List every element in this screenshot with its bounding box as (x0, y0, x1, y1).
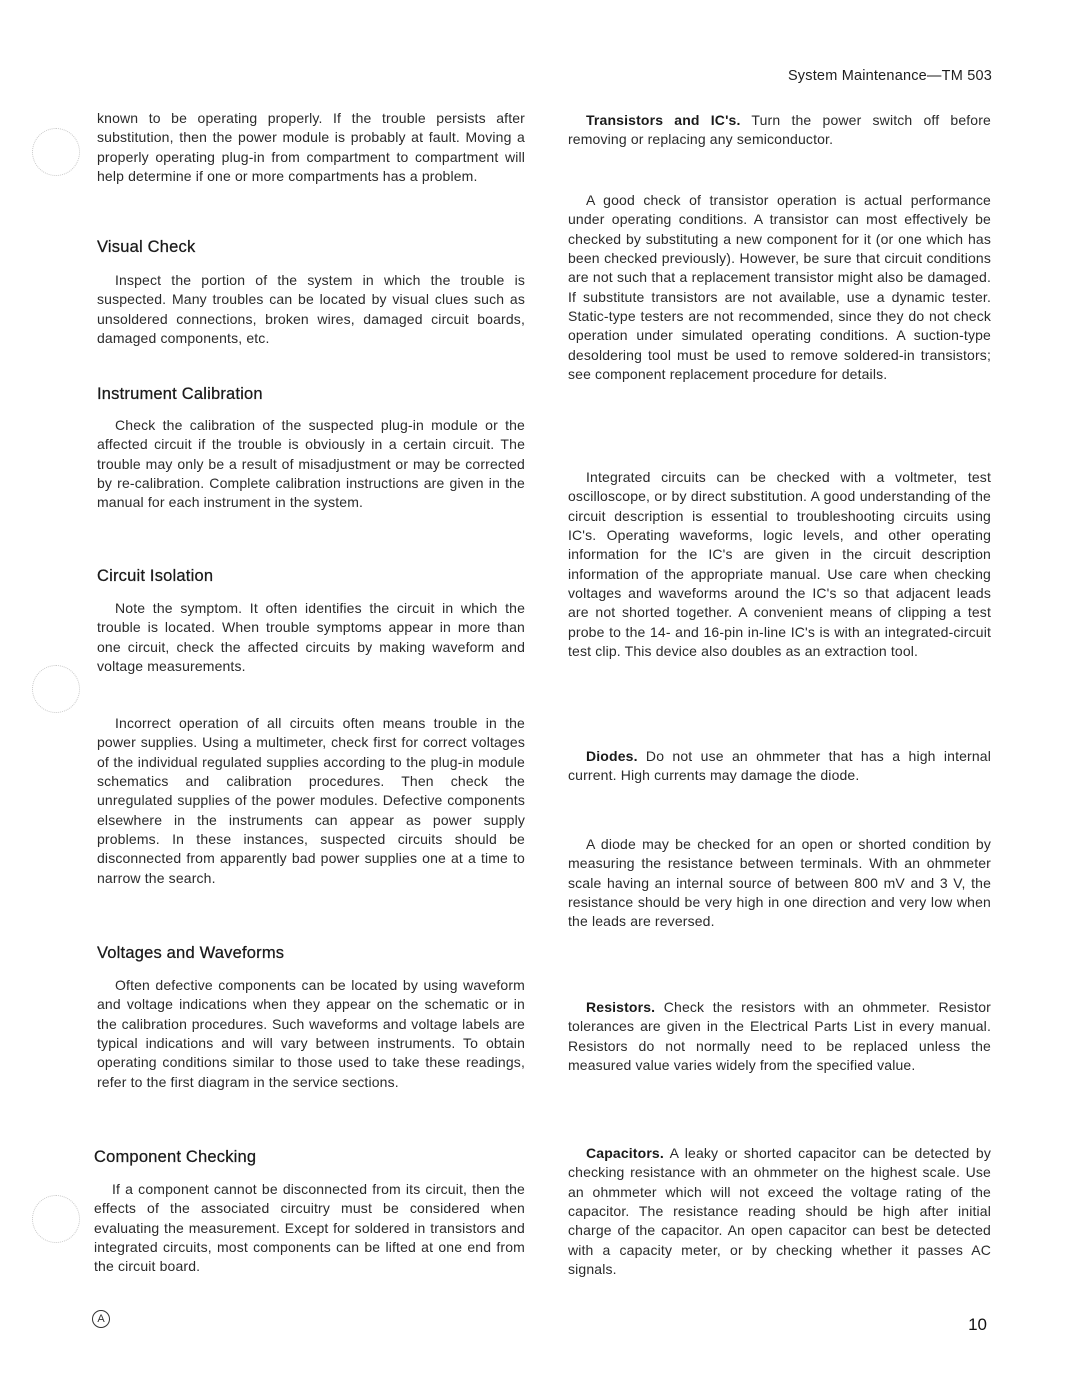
run-in-heading-resistors: Resistors. (586, 999, 656, 1015)
run-in-heading-transistors: Transistors and IC's. (586, 112, 741, 128)
intro-paragraph: known to be operating properly. If the trouble persists after substitution, then the power module is probably at fault. Moving a properly operating plug-in from compartment to compartment will help determine if one or more compartments has a problem. (97, 110, 525, 185)
voltages-waveforms-paragraph: Often defective components can be located by using waveform and voltage indications when they appear on the schematic or in the calibration procedures. Such waveforms and voltage labels are typical indications and will vary between instruments. To obtain operating conditions similar to those used to take these readings, refer to the first diagram in the service sections. (97, 977, 525, 1090)
visual-check-paragraph: Inspect the portion of the system in which the trouble is suspected. Many troubles can be located by visual clues such as unsoldered connections, broken wires, damaged circuit boards, damaged components, etc. (97, 272, 525, 347)
capacitors-paragraph: Capacitors. A leaky or shorted capacitor can be detected by checking resistance with an ohmmeter on the highest scale. Use an ohmmeter which will not exceed the voltage rating of the capacitor. The resistance reading should be high after initial charge of the capacitor. An open capacitor can best be detected with a capacity meter, or by checking whether it passes AC signals. (568, 1145, 991, 1278)
heading-visual-check: Visual Check (97, 238, 196, 256)
circuit-isolation-paragraph-2: Incorrect operation of all circuits often means trouble in the power supplies. Using a multimeter, check first for correct voltages of the individual regulated supplies according to the plug-in module schematics and calibration procedures. Then check the unregulated supplies of the power modules. Defective components elsewhere in the instruments can appear as power supply problems. In these instances, suspected circuits should be disconnected from apparently bad power supplies one at a time to narrow the search. (97, 715, 525, 886)
resistors-paragraph: Resistors. Check the resistors with an ohmmeter. Resistor tolerances are given in the Electrical Parts List in every manual. Resistors do not normally need to be replaced unless the measured value varies widely from the specified value. (568, 999, 991, 1074)
integrated-circuits-paragraph: Integrated circuits can be checked with a voltmeter, test oscilloscope, or by direct substitution. A good understanding of the circuit description is essential to troubleshooting circuits using IC's. Operating waveforms, logic levels, and other operating information for the IC's are given in the circuit description information of the appropriate manual. Use care when checking voltages and waveforms around the IC's so that adjacent leads are not shorted together. A convenient means of clipping a test probe to the 14- and 16-pin in-line IC's is with an integrated-circuit test clip. This device also doubles as an extraction tool. (568, 469, 991, 660)
heading-instrument-calibration: Instrument Calibration (97, 385, 263, 403)
transistors-ics-paragraph: Transistors and IC's. Turn the power switch off before removing or replacing any semiconductor. (568, 112, 991, 148)
punch-hole-mark (32, 1195, 80, 1243)
run-in-heading-diodes: Diodes. (586, 748, 638, 764)
heading-voltages-and-waveforms: Voltages and Waveforms (97, 944, 285, 962)
revision-circle-icon: A (92, 1310, 110, 1328)
running-header: System Maintenance—TM 503 (787, 68, 992, 84)
diodes-paragraph: Diodes. Do not use an ohmmeter that has a high internal current. High currents may damage the diode. (568, 748, 991, 784)
transistor-check-paragraph: A good check of transistor operation is actual performance under operating conditions. A transistor can most effectively be checked by substituting a new component for it (or one which has been checked previously). However, be sure that circuit conditions are not such that a replacement transistor might also be damaged. If substitute transistors are not available, use a dynamic tester. Static-type testers are not recommended, since they do not check operation under simulated operating conditions. A suction-type desoldering tool must be used to remove soldered-in transistors; see component replacement procedure for details. (568, 192, 991, 383)
punch-hole-mark (32, 665, 80, 713)
heading-circuit-isolation: Circuit Isolation (97, 567, 214, 585)
instrument-calibration-paragraph: Check the calibration of the suspected plug-in module or the affected circuit if the trouble is obviously in a certain circuit. The trouble may only be a result of misadjustment or may be corrected by re-calibration. Complete calibration instructions are given in the manual for each instrument in the system. (97, 417, 525, 511)
circuit-isolation-paragraph-1: Note the symptom. It often identifies the circuit in which the trouble is located. When trouble symptoms appear in more than one circuit, check the affected circuits by making waveform and voltage measurements. (97, 600, 525, 675)
page-number: 10 (968, 1315, 987, 1334)
diode-check-paragraph: A diode may be checked for an open or shorted condition by measuring the resistance between terminals. With an ohmmeter scale having an internal source of between 800 mV and 3 V, the resistance should be very high in one direction and very low when the leads are reversed. (568, 836, 991, 930)
component-checking-paragraph: If a component cannot be disconnected from its circuit, then the effects of the associated circuitry must be considered when evaluating the measurement. Except for soldered in transistors and integrated circuits, most components can be lifted at one end from the circuit board. (94, 1181, 525, 1275)
punch-hole-mark (32, 128, 80, 176)
heading-component-checking: Component Checking (94, 1148, 257, 1166)
run-in-heading-capacitors: Capacitors. (586, 1145, 664, 1161)
